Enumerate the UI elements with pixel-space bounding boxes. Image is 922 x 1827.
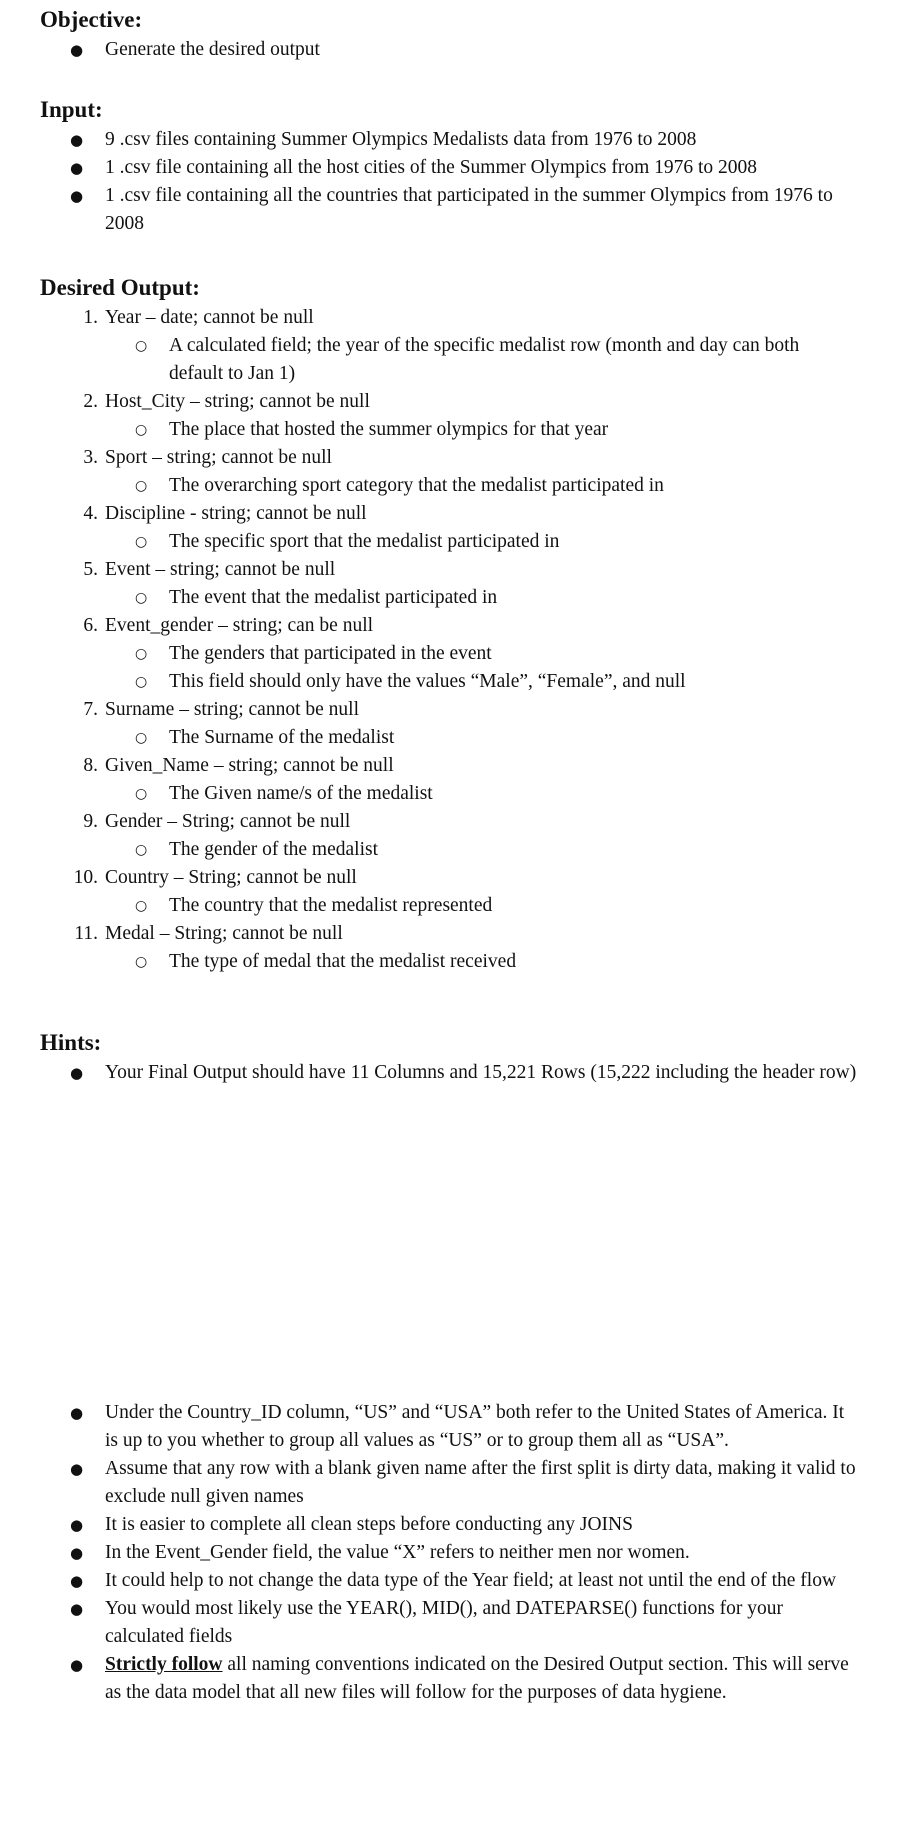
output-field — [0, 864, 922, 920]
hint-item: ● It is easier to complete all clean steps before conducting any JOINS — [0, 1511, 922, 1539]
field-number: 11. — [74, 923, 98, 944]
field-spec: Given_Name – string; cannot be null — [105, 755, 394, 776]
field-number: 10. — [73, 867, 98, 888]
output-field — [0, 388, 922, 444]
output-field — [0, 920, 922, 976]
output-field — [0, 444, 922, 500]
field-spec: Sport – string; cannot be null — [105, 447, 332, 468]
field-spec: Country – String; cannot be null — [105, 867, 357, 888]
objective-item: ● Generate the desired output — [0, 36, 922, 64]
hints-list-top — [0, 1059, 922, 1087]
field-number: 4. — [83, 503, 98, 524]
output-field — [0, 500, 922, 556]
hint-item: ● It could help to not change the data type of the Year field; at least not until the end of the flow — [0, 1567, 922, 1595]
field-spec: Event_gender – string; can be null — [105, 615, 374, 636]
output-field — [0, 808, 922, 864]
hint-item: ● Your Final Output should have 11 Columns and 15,221 Rows (15,222 including the header row) — [0, 1059, 922, 1087]
output-field — [0, 612, 922, 696]
output-field — [0, 752, 922, 808]
input-item: ● 1 .csv file containing all the countries that participated in the summer Olympics from 1976 to 2008 — [0, 182, 922, 238]
desired-output-section — [0, 272, 922, 976]
input-section — [0, 94, 922, 238]
field-spec: Surname – string; cannot be null — [105, 699, 359, 720]
field-number: 2. — [83, 391, 98, 412]
strictly-follow-emphasis: Strictly follow — [105, 1654, 223, 1675]
output-field — [0, 556, 922, 612]
field-spec: Discipline - string; cannot be null — [105, 503, 367, 524]
objective-list — [0, 36, 922, 64]
field-description: ○ The Surname of the medalist — [0, 724, 922, 752]
hints-list — [0, 1399, 922, 1707]
naming-hint-text: all naming conventions indicated on the Desired Output section. This will serve as the data model that all new files will follow for the purposes of data hygiene. — [105, 1654, 849, 1703]
hint-item: ● Assume that any row with a blank given name after the first split is dirty data, making it valid to exclude null given names — [0, 1455, 922, 1511]
field-spec: Host_City – string; cannot be null — [105, 391, 370, 412]
output-field — [0, 696, 922, 752]
objective-section — [0, 4, 922, 64]
field-description: ○ The gender of the medalist — [0, 836, 922, 864]
field-description: ○ The genders that participated in the event — [0, 640, 922, 668]
field-description: ○ A calculated field; the year of the specific medalist row (month and day can both default to Jan 1) — [0, 332, 922, 388]
hint-item: ● You would most likely use the YEAR(), MID(), and DATEPARSE() functions for your calculated fields — [0, 1595, 922, 1651]
hint-item: ● Under the Country_ID column, “US” and “USA” both refer to the United States of America. It is up to you whether to group all values as “US” or to group them all as “USA”. — [0, 1399, 922, 1455]
field-description: ○ This field should only have the values “Male”, “Female”, and null — [0, 668, 922, 696]
field-number: 8. — [83, 755, 98, 776]
field-number: 3. — [83, 447, 98, 468]
field-description: ○ The place that hosted the summer olympics for that year — [0, 416, 922, 444]
field-number: 7. — [83, 699, 98, 720]
field-description: ○ The country that the medalist represented — [0, 892, 922, 920]
output-field-list — [0, 304, 922, 976]
hints-heading: Hints: — [40, 1030, 102, 1055]
input-list — [0, 126, 922, 238]
field-description: ○ The overarching sport category that the medalist participated in — [0, 472, 922, 500]
field-number: 9. — [83, 811, 98, 832]
field-number: 5. — [83, 559, 98, 580]
field-number: 1. — [83, 307, 98, 328]
objective-heading: Objective: — [40, 7, 143, 32]
field-spec: Event – string; cannot be null — [105, 559, 336, 580]
hint-item-naming — [0, 1651, 922, 1707]
field-description: ○ The type of medal that the medalist received — [0, 948, 922, 976]
field-description: ○ The event that the medalist participated in — [0, 584, 922, 612]
hints-continued — [0, 1399, 922, 1707]
output-field — [0, 304, 922, 388]
hint-item: ● In the Event_Gender field, the value “X” refers to neither men nor women. — [0, 1539, 922, 1567]
field-description: ○ The specific sport that the medalist participated in — [0, 528, 922, 556]
input-item: ● 9 .csv files containing Summer Olympics Medalists data from 1976 to 2008 — [0, 126, 922, 154]
hints-section — [0, 1027, 922, 1087]
field-spec: Year – date; cannot be null — [105, 307, 314, 328]
field-spec: Medal – String; cannot be null — [105, 923, 343, 944]
field-spec: Gender – String; cannot be null — [105, 811, 351, 832]
field-number: 6. — [83, 615, 98, 636]
input-item: ● 1 .csv file containing all the host cities of the Summer Olympics from 1976 to 2008 — [0, 154, 922, 182]
input-heading: Input: — [40, 97, 103, 122]
desired-output-heading: Desired Output: — [40, 275, 200, 300]
field-description: ○ The Given name/s of the medalist — [0, 780, 922, 808]
